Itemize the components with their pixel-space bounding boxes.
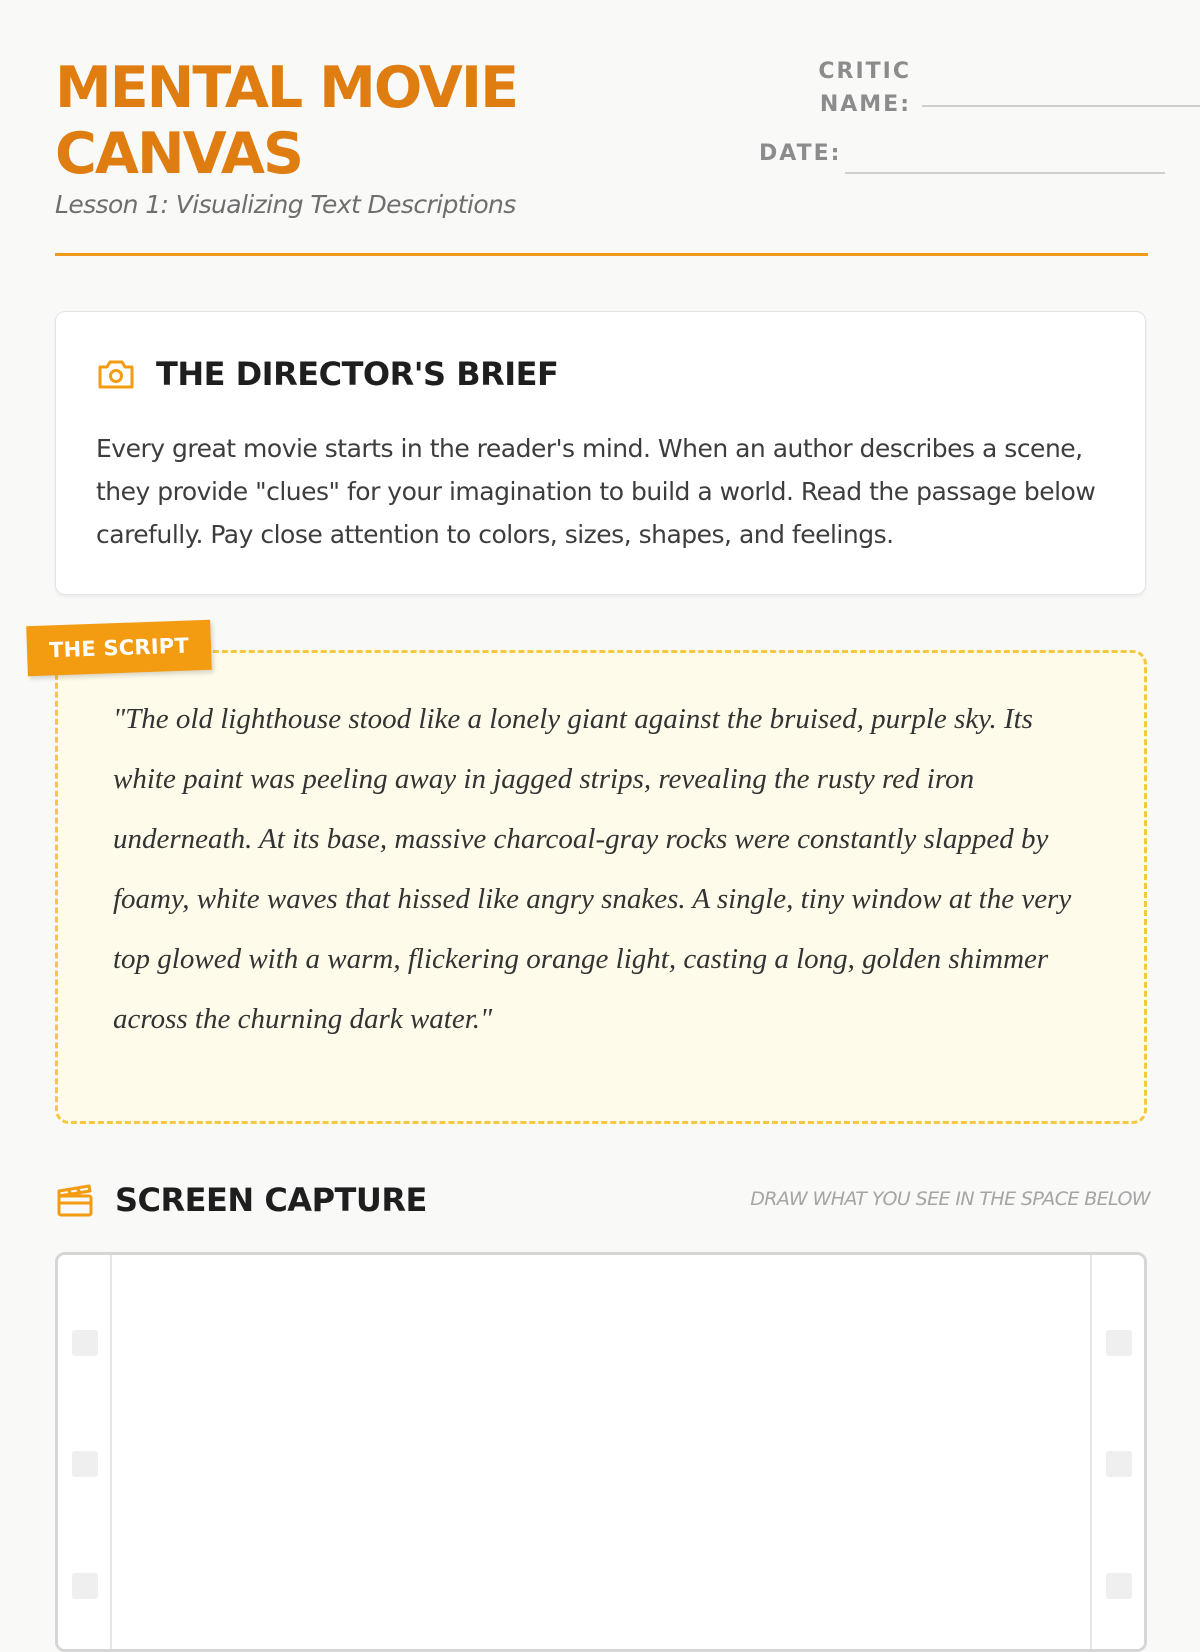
drawing-canvas[interactable] bbox=[55, 1252, 1147, 1652]
film-strip-left bbox=[58, 1255, 112, 1649]
directors-brief-card bbox=[55, 311, 1146, 595]
sprocket-hole bbox=[1106, 1573, 1132, 1599]
critic-name-field[interactable] bbox=[922, 105, 1200, 107]
drawing-instruction: DRAW WHAT YOU SEE IN THE SPACE BELOW bbox=[750, 1188, 1150, 1210]
page-subtitle: Lesson 1: Visualizing Text Descriptions bbox=[55, 190, 516, 219]
script-passage-box bbox=[55, 650, 1147, 1124]
page-title: MENTAL MOVIE CANVAS bbox=[55, 55, 518, 187]
sprocket-hole bbox=[1106, 1451, 1132, 1477]
sprocket-hole bbox=[1106, 1330, 1132, 1356]
directors-brief-title: THE DIRECTOR'S BRIEF bbox=[156, 355, 559, 393]
header-divider bbox=[55, 253, 1148, 256]
camera-icon bbox=[96, 354, 136, 394]
worksheet-header bbox=[55, 55, 1147, 255]
screen-capture-heading bbox=[55, 1180, 427, 1220]
sprocket-hole bbox=[72, 1573, 98, 1599]
critic-name-label: CRITIC NAME: bbox=[818, 59, 911, 117]
screen-capture-title: SCREEN CAPTURE bbox=[115, 1181, 427, 1219]
sprocket-hole bbox=[72, 1451, 98, 1477]
script-passage-text: "The old lighthouse stood like a lonely giant against the bruised, purple sky. Its white paint was peeling away in jagged strips, revealing the rusty red iron underneath. At its base, massive charcoal-gray rocks were constantly slapped by foamy, white waves that hissed like angry snakes. A single, tiny window at the very top glowed with a warm, flickering orange light, casting a long, golden shimmer across the churning dark water." bbox=[113, 703, 1072, 1035]
directors-brief-heading bbox=[96, 354, 558, 394]
directors-brief-text: Every great movie starts in the reader's mind. When an author describes a scene, they provide "clues" for your imagination to build a world. Read the passage below carefully. Pay close attention to colors, sizes, shapes, and feelings. bbox=[96, 434, 1096, 549]
sprocket-hole bbox=[72, 1330, 98, 1356]
film-strip-right bbox=[1090, 1255, 1144, 1649]
date-label: DATE: bbox=[759, 141, 842, 166]
script-tag: THE SCRIPT bbox=[26, 620, 212, 676]
clapperboard-icon bbox=[55, 1180, 95, 1220]
date-field[interactable] bbox=[845, 172, 1165, 174]
